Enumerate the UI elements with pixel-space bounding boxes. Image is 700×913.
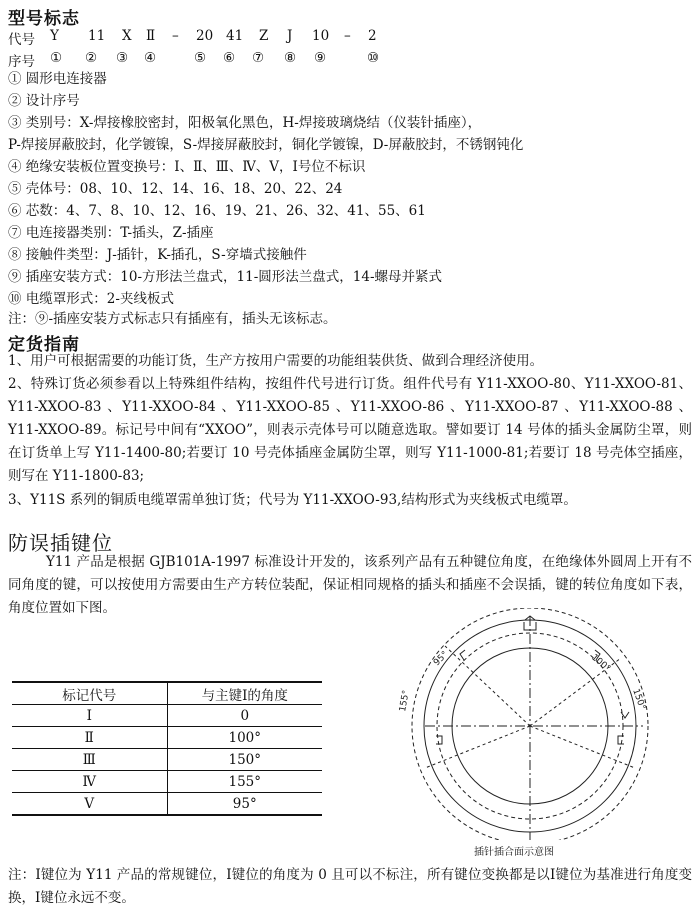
code-part: Y — [50, 28, 59, 44]
section-title-order: 定货指南 — [8, 335, 80, 355]
seq-mark: ⑩ — [367, 50, 380, 66]
table-cell-code: Ⅲ — [12, 749, 167, 771]
angle-label-150: 150° — [630, 687, 647, 712]
section-title-model: 型号标志 — [8, 9, 80, 29]
seq-mark: ⑤ — [194, 50, 207, 66]
angle-line-155 — [425, 726, 530, 768]
code-part: 11 — [88, 28, 106, 44]
table-cell-code: Ⅳ — [12, 771, 167, 793]
code-part: X — [122, 28, 132, 44]
seq-mark: ⑥ — [223, 50, 236, 66]
model-item: ② 设计序号 — [8, 93, 80, 109]
model-item: ⑨ 插座安装方式：10-方形法兰盘式，11-圆形法兰盘式，14-螺母并紧式 — [8, 269, 443, 285]
table-cell-angle: 155° — [167, 771, 322, 793]
key-notch-upper-left — [460, 650, 465, 660]
seq-label: 序号 — [8, 54, 35, 70]
code-part: J — [287, 28, 293, 44]
code-part: – — [344, 28, 351, 44]
model-item: ⑩ 电缆罩形式：2-夹线板式 — [8, 291, 174, 307]
table-row — [12, 749, 322, 771]
table-header-code: 标记代号 — [12, 682, 167, 705]
model-item: ⑤ 壳体号：08、10、12、14、16、18、20、22、24 — [8, 181, 343, 197]
diagram-caption: 插针插合面示意图 — [474, 847, 554, 858]
model-item: ③ 类别号：X-焊接橡胶密封，阳极氧化黑色，H-焊接玻璃烧结（仪装针插座）， — [8, 115, 482, 131]
table-cell-angle: 95° — [167, 793, 322, 816]
seq-mark: ④ — [144, 50, 157, 66]
angle-line-95 — [445, 646, 530, 726]
model-item: ⑥ 芯数：4、7、8、10、12、16、19、21、26、32、41、55、61 — [8, 203, 426, 219]
seq-mark: ② — [85, 50, 98, 66]
table-row — [12, 793, 322, 816]
order-line-3: 3、Y11S 系列的铜质电缆罩需单独订货；代号为 Y11-XXOO-93,结构形式为夹线板式电缆罩。 — [8, 492, 577, 508]
table-row — [12, 727, 322, 749]
keying-note: 注：Ⅰ键位为 Y11 产品的常规键位，Ⅰ键位的角度为 0 且可以不标注，所有键位变换都是以Ⅰ键位为基准进行角度变换，Ⅰ键位永远不变。 — [8, 867, 692, 906]
table-cell-code: Ⅱ — [12, 727, 167, 749]
seq-mark: ⑧ — [284, 50, 297, 66]
keying-intro: Y11 产品是根据 GJB101A-1997 标准设计开发的，该系列产品有五种键位角度，在绝缘体外圆周上开有不同角度的键，可以按使用方需要由生产方转位装配，保证相同规格的插头和插座不会误插，键的转位角度如下表，角度位置如下图。 — [8, 554, 692, 616]
model-item: ① 圆形电连接器 — [8, 71, 107, 87]
angle-label-100: 100° — [589, 652, 613, 675]
angle-line-150 — [530, 726, 635, 768]
seq-mark: ① — [50, 50, 63, 66]
model-item: P-焊接屏蔽胶封，化学镀镍，S-焊接屏蔽胶封，铜化学镀镍，D-屏蔽胶封，不锈钢钝化 — [8, 137, 524, 153]
order-line-2: 2、特殊订货必须参看以上特殊组件结构，按组件代号进行订货。组件代号有 Y11-XXOO-80、Y11-XXOO-81、Y11-XXOO-83 、Y11-XXOO-84 、Y11-XXOO-85 、Y11-XXOO-86 、Y11-XXOO-87 、Y11-XXOO-88 、Y11-XXOO-89。标记号中间有“XXOO”，则表示壳体号可以随意选取。譬如要订 14 号体的插头金属防尘罩，则在订货单上写 Y11-1400-80;若要订 10 号壳体插座金属防尘罩，则写 Y11-1000-81;若要订 18 号壳体空插座，则写在 Y11-1800-83; — [8, 376, 692, 484]
seq-mark: ③ — [116, 50, 129, 66]
code-part: 41 — [226, 28, 244, 44]
order-line-1: 1、用户可根据需要的功能订货，生产方按用户需要的功能组装供货、做到合理经济使用。 — [8, 353, 544, 369]
code-part: 2 — [368, 28, 377, 44]
key-position-diagram — [385, 608, 655, 840]
code-part: 20 — [196, 28, 214, 44]
table-cell-angle: 150° — [167, 749, 322, 771]
code-part: Z — [259, 28, 269, 44]
table-header-row — [12, 682, 322, 705]
table-cell-code: Ⅰ — [12, 705, 167, 727]
model-item: ⑧ 接触件类型：J-插针，K-插孔，S-穿墙式接触件 — [8, 247, 307, 263]
seq-mark: ⑨ — [314, 50, 327, 66]
angle-label-95: 95° — [432, 649, 451, 669]
table-header-angle: 与主键Ⅰ的角度 — [167, 682, 322, 705]
table-cell-angle: 0 — [167, 705, 322, 727]
angle-label-155: 155° — [398, 689, 412, 713]
table-row — [12, 705, 322, 727]
model-note: 注：⑨-插座安装方式标志只有插座有，插头无该标志。 — [8, 311, 337, 327]
table-row — [12, 771, 322, 793]
code-part: – — [172, 28, 179, 44]
model-code-row — [0, 28, 700, 48]
code-part: 10 — [312, 28, 330, 44]
code-label: 代号 — [8, 32, 35, 48]
seq-mark: ⑦ — [252, 50, 265, 66]
model-seq-row — [0, 50, 700, 70]
key-angle-table — [12, 681, 322, 816]
code-part: Ⅱ — [146, 28, 156, 44]
table-cell-code: Ⅴ — [12, 793, 167, 816]
table-cell-angle: 100° — [167, 727, 322, 749]
section-title-keying: 防误插键位 — [8, 531, 113, 555]
model-item: ⑦ 电连接器类别：T-插头，Z-插座 — [8, 225, 214, 241]
model-item: ④ 绝缘安装板位置变换号：Ⅰ、Ⅱ、Ⅲ、Ⅳ、Ⅴ，Ⅰ号位不标识 — [8, 159, 366, 175]
